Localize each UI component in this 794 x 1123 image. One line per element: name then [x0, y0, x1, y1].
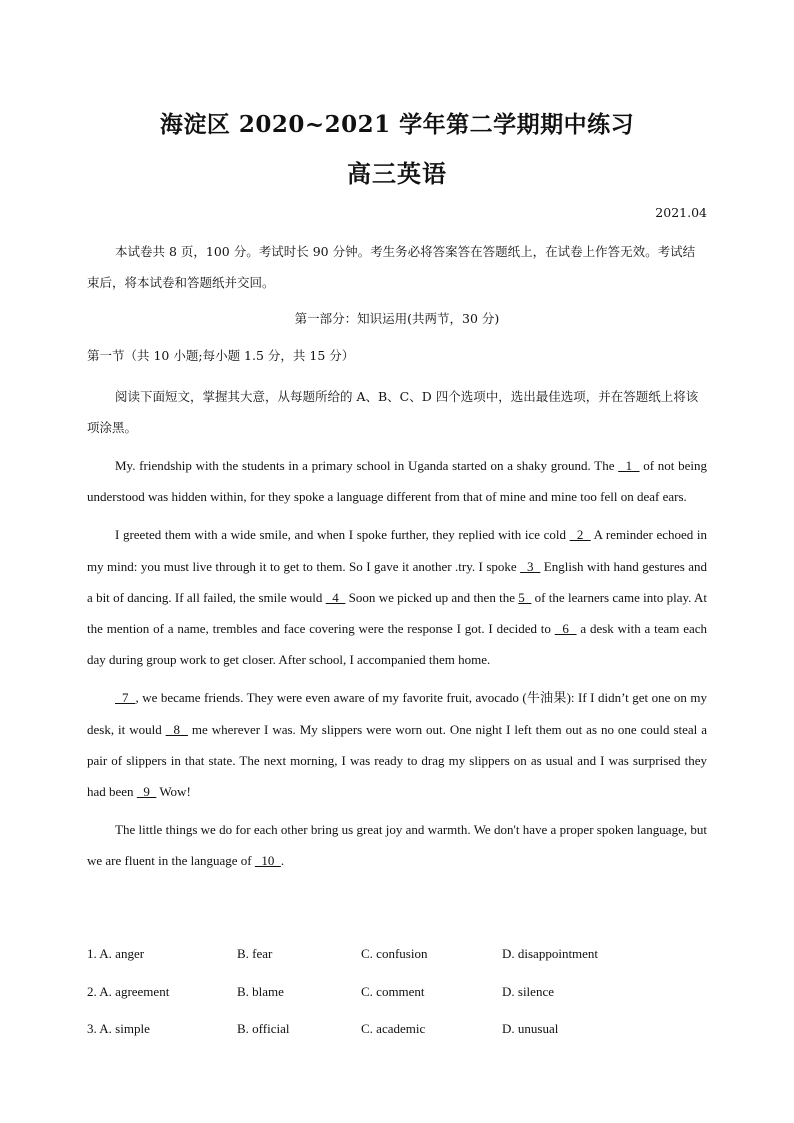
exam-subtitle: 高三英语: [347, 159, 447, 188]
blank-5: 5: [518, 589, 532, 605]
passage-paragraph-4: The little things we do for each other bring us great joy and warmth. We don't have a proper spoken language, but we are fluent in the language of 10 .: [87, 822, 707, 869]
blank-6: 6: [554, 621, 577, 637]
option-1b: B. fear: [237, 946, 273, 961]
answer-options: [87, 946, 707, 1059]
part-heading: 第一部分：知识运用(共两节，30 分): [294, 311, 500, 326]
option-2c: C. comment: [361, 983, 425, 999]
option-3d: D. unusual: [502, 1021, 559, 1036]
option-1a: 1. A. anger: [87, 946, 145, 961]
cloze-passage: [87, 450, 707, 884]
option-3a: 3. A. simple: [87, 1021, 150, 1036]
blank-4: 4: [325, 589, 346, 605]
option-2b: B. blame: [237, 983, 284, 999]
passage-paragraph-3: 7 , we became friends. They were even aware of my favorite fruit, avocado (牛油果): If I didn’t get one on my desk, it would 8 me wherever I was. My slippers were worn out. One night I left them out as no one could steal a pair of slippers in that state. The next morning, I was ready to drag my slippers on as usual and I was surprised they had been 9 Wow!: [87, 690, 707, 800]
blank-3: 3: [520, 558, 541, 574]
exam-title: 海淀区 2020~2021 学年第二学期期中练习: [159, 111, 635, 138]
section-directions: 阅读下面短文，掌握其大意，从每题所给的 A、B、C、D 四个选项中，选出最佳选项，并在答题纸上将该项涂黑。: [87, 389, 699, 435]
section-heading: 第一节（共 10 小题;每小题 1.5 分，共 15 分）: [87, 348, 355, 363]
option-2d: D. silence: [502, 983, 554, 999]
exam-instructions: 本试卷共 8 页，100 分。考试时长 90 分钟。考生务必将答案答在答题纸上，在试卷上作答无效。考试结束后，将本试卷和答题纸并交回。: [87, 244, 696, 290]
blank-1: 1: [618, 458, 640, 473]
option-2a: 2. A. agreement: [87, 983, 170, 999]
blank-9: 9: [136, 784, 157, 800]
passage-paragraph-1: My. friendship with the students in a primary school in Uganda started on a shaky ground. The 1 of not being understood was hidden within, for they spoke a language different from that of mine and mine too fell on deaf ears.: [87, 458, 708, 505]
option-3c: C. academic: [361, 1021, 426, 1036]
blank-7: 7: [115, 690, 136, 706]
blank-2: 2: [569, 527, 591, 543]
option-1c: C. confusion: [361, 946, 428, 961]
question-1-options: [87, 946, 707, 984]
blank-10: 10: [254, 853, 281, 869]
question-3-options: [87, 1021, 707, 1059]
option-3b: B. official: [237, 1021, 290, 1036]
passage-paragraph-2: I greeted them with a wide smile, and when I spoke further, they replied with ice cold 2 A reminder echoed in my mind: you must live through it to get to them. So I gave it another .try. I spoke 3 English with hand gestures and a bit of dancing. If all failed, the smile would 4 Soon we picked up and then the 5 of the learners came into play. At the mention of a name, trembles and face covering were the response I got. I decided to 6 a desk with a team each day during group work to get closer. After school, I accompanied them home.: [87, 527, 708, 668]
exam-date: 2021.04: [655, 205, 707, 220]
blank-8: 8: [165, 721, 188, 737]
option-1d: D. disappointment: [502, 946, 599, 961]
question-2-options: [87, 984, 707, 1022]
